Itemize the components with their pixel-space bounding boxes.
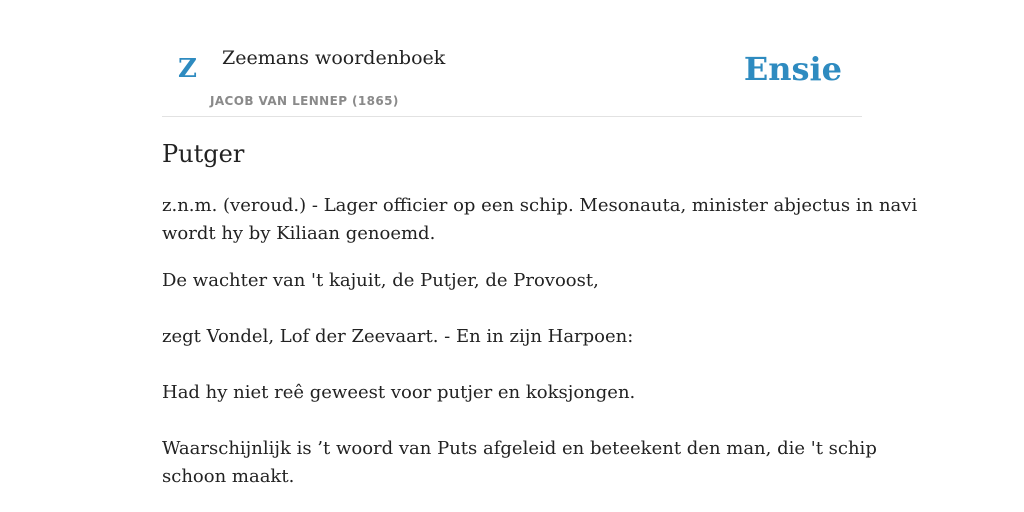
- quote-line: Had hy niet reê geweest voor putjer en koksjongen.: [162, 382, 636, 403]
- entry-title: Putger: [162, 140, 245, 168]
- definition-line: z.n.m. (veroud.) - Lager officier op een schip. Mesonauta, minister abjectus in navi: [162, 195, 918, 216]
- dictionary-author: JACOB VAN LENNEP (1865): [210, 94, 399, 108]
- etymology-paragraph: [162, 435, 882, 491]
- etymology-line: schoon maakt.: [162, 466, 295, 487]
- entry-body: [162, 192, 918, 491]
- ensie-brand-link[interactable]: Ensie: [743, 50, 842, 88]
- quote-paragraph: [162, 267, 882, 323]
- definition-paragraph: [162, 192, 918, 267]
- etymology-line: Waarschijnlijk is ’t woord van Puts afgeleid en beteekent den man, die 't schip: [162, 438, 877, 459]
- dictionary-logo-letter[interactable]: Z: [178, 54, 197, 84]
- citation-paragraph: [162, 323, 882, 379]
- citation-line: zegt Vondel, Lof der Zeevaart. - En in zijn Harpoen:: [162, 326, 634, 347]
- definition-line: wordt hy by Kiliaan genoemd.: [162, 223, 436, 244]
- dictionary-header: [162, 0, 862, 117]
- quote-paragraph: [162, 379, 882, 435]
- dictionary-title[interactable]: Zeemans woordenboek: [222, 47, 446, 69]
- page: [162, 0, 918, 512]
- quote-line: De wachter van 't kajuit, de Putjer, de Provoost,: [162, 270, 599, 291]
